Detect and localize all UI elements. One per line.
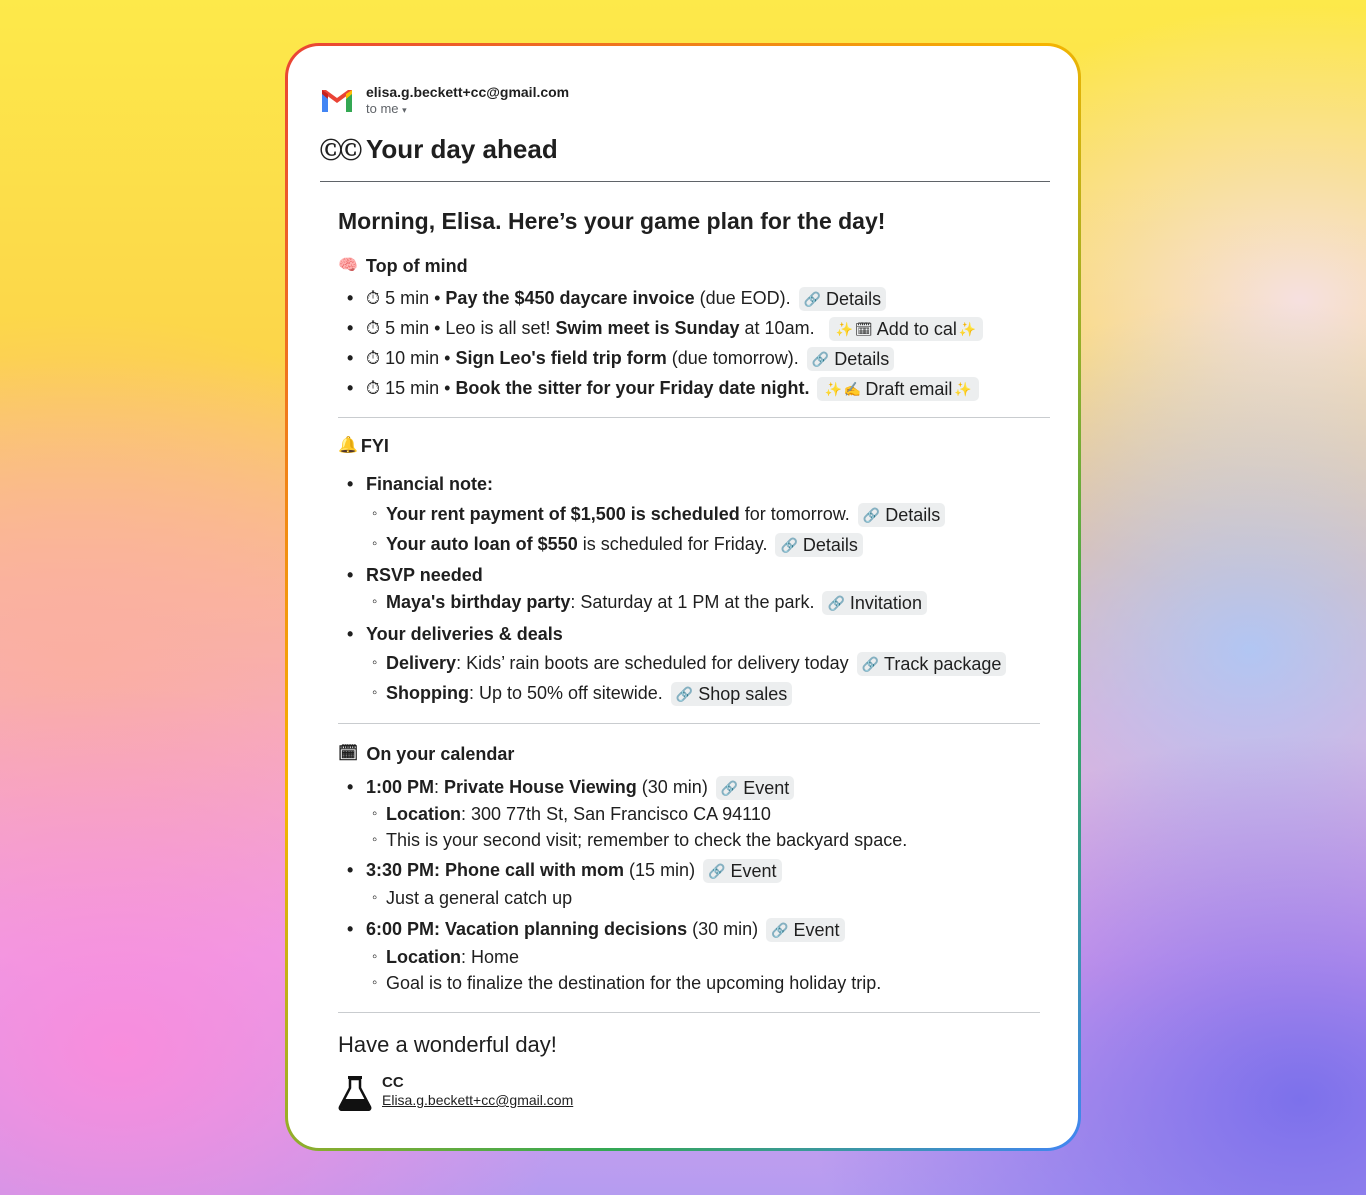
email-card-frame	[285, 43, 1081, 1151]
task-time: 5 min	[385, 288, 430, 308]
track-package-chip[interactable]	[857, 652, 1007, 676]
chip-label: Event	[793, 920, 840, 940]
task-detail: at 10am.	[739, 318, 815, 338]
task-title: Book the sitter for your Friday date night.	[455, 378, 810, 398]
timer-icon: ⏱	[366, 288, 381, 308]
list-item	[338, 971, 1050, 995]
item-title: Your deliveries & deals	[366, 624, 563, 644]
top-of-mind-heading	[338, 254, 1050, 278]
task-time: 10 min	[385, 348, 440, 368]
list-item	[338, 286, 1050, 311]
list-item	[338, 346, 1050, 371]
event-title: 6:00 PM: Vacation planning decisions	[366, 919, 688, 939]
flask-icon	[338, 1075, 372, 1111]
recipient-dropdown[interactable]	[366, 101, 569, 118]
task-detail: (due EOD).	[694, 288, 791, 308]
task-title: Swim meet is Sunday	[555, 318, 740, 338]
chip-label: Event	[743, 778, 790, 798]
item-title: Shopping	[386, 683, 469, 703]
signature	[338, 1075, 1050, 1111]
link-icon: 🔗	[708, 863, 726, 879]
link-icon: 🔗	[827, 595, 845, 611]
task-time: 15 min	[385, 378, 440, 398]
email-subject	[320, 134, 558, 165]
separator: •	[444, 378, 451, 398]
link-icon: 🔗	[675, 686, 694, 702]
item-title: Your rent payment of $1,500 is scheduled	[386, 504, 740, 524]
list-item	[338, 917, 1050, 942]
calendar-heading	[338, 742, 1050, 766]
separator: •	[434, 288, 441, 308]
sender-header	[320, 84, 569, 118]
sender-email[interactable]: elisa.g.beckett+cc@gmail.com	[366, 84, 570, 100]
separator: •	[434, 318, 441, 338]
item-detail: : Up to 50% off sitewide.	[468, 683, 663, 703]
calendar-list	[338, 775, 1050, 995]
details-chip[interactable]	[858, 503, 945, 527]
signoff: Have a wonderful day!	[338, 1032, 557, 1057]
item-title: Delivery	[386, 653, 457, 673]
list-item	[338, 590, 1050, 615]
event-note: This is your second visit; remember to check the backyard space.	[386, 830, 908, 850]
section-title-text: FYI	[360, 436, 389, 456]
draft-email-chip[interactable]	[817, 377, 978, 401]
list-item	[338, 886, 1050, 910]
sparkle-icon: ✨	[958, 321, 977, 337]
item-detail: for tomorrow.	[739, 504, 850, 524]
location-label: Location	[386, 804, 461, 824]
brain-icon: 🧠	[338, 257, 358, 274]
chip-label: Track package	[884, 654, 1002, 674]
list-item	[338, 651, 1050, 676]
header-divider	[320, 181, 1050, 182]
item-title: RSVP needed	[366, 565, 483, 585]
item-detail: : Kids’ rain boots are scheduled for delivery today	[456, 653, 849, 673]
email-body	[338, 206, 1050, 1111]
task-title: Pay the $450 daycare invoice	[445, 288, 695, 308]
link-icon: 🔗	[861, 656, 880, 672]
list-item	[338, 316, 1050, 341]
separator: •	[444, 348, 451, 368]
timer-icon: ⏱	[366, 378, 381, 398]
calendar-icon: 🗓	[855, 321, 873, 337]
event-note: Goal is to finalize the destination for the upcoming holiday trip.	[386, 973, 882, 993]
event-title: 3:30 PM: Phone call with mom	[366, 860, 625, 880]
signature-email-link[interactable]: Elisa.g.beckett+cc@gmail.com	[382, 1092, 574, 1108]
top-of-mind-list	[338, 286, 1050, 401]
chevron-down-icon: ▾	[402, 105, 407, 115]
location-value: : Home	[461, 947, 520, 967]
timer-icon: ⏱	[366, 348, 381, 368]
link-icon: 🔗	[780, 537, 798, 553]
event-duration: (30 min)	[636, 777, 708, 797]
list-item	[338, 502, 1050, 527]
list-item	[338, 828, 1050, 852]
details-chip[interactable]	[775, 533, 862, 557]
event-chip[interactable]	[716, 776, 794, 800]
sparkle-icon: ✨	[954, 381, 972, 397]
section-title-text: On your calendar	[366, 744, 515, 764]
task-detail: Leo is all set!	[440, 318, 556, 338]
event-time: 1:00 PM	[366, 777, 435, 797]
link-icon: 🔗	[771, 922, 789, 938]
chip-label: Details	[885, 505, 941, 525]
list-item	[338, 563, 1050, 587]
link-icon: 🔗	[862, 507, 881, 523]
fyi-list	[338, 472, 1050, 706]
list-item: • 1:00 PM: Private House Viewing (30 min) 🔗 Event	[338, 775, 1050, 800]
item-detail: : Saturday at 1 PM at the park.	[570, 592, 815, 612]
link-icon: 🔗	[811, 351, 830, 367]
section-divider	[338, 1012, 1040, 1013]
event-note: Just a general catch up	[386, 888, 573, 908]
invitation-chip[interactable]	[822, 591, 926, 615]
bell-icon: 🔔	[338, 437, 358, 454]
event-title: Private House Viewing	[444, 777, 637, 797]
item-title: Your auto loan of $550	[386, 534, 578, 554]
task-title: Sign Leo's field trip form	[455, 348, 667, 368]
list-item	[338, 858, 1050, 883]
event-duration: (15 min)	[624, 860, 696, 880]
chip-label: Details	[834, 349, 890, 369]
chip-label: Event	[730, 861, 777, 881]
item-title: Financial note:	[366, 474, 494, 494]
list-item	[338, 802, 1050, 826]
chip-label: Details	[826, 289, 882, 309]
list-item	[338, 622, 1050, 646]
location-label: Location	[386, 947, 461, 967]
fyi-heading	[338, 434, 1050, 458]
shop-sales-chip[interactable]	[671, 682, 793, 706]
chip-label: Add to cal	[876, 319, 957, 339]
section-divider	[338, 417, 1050, 418]
add-to-cal-chip[interactable]	[829, 317, 984, 341]
calendar-icon: 🗓	[338, 745, 359, 762]
event-chip[interactable]	[703, 859, 781, 883]
pen-icon: ✍	[843, 381, 862, 397]
location-value: : 300 77th St, San Francisco CA 94110	[461, 804, 771, 824]
sparkle-icon: ✨	[824, 381, 842, 397]
details-chip[interactable]	[799, 287, 886, 311]
list-item	[338, 945, 1050, 969]
chip-label: Details	[802, 535, 858, 555]
event-chip[interactable]	[766, 918, 844, 942]
link-icon: 🔗	[720, 780, 739, 796]
task-detail: (due tomorrow).	[666, 348, 799, 368]
list-item	[338, 472, 1050, 496]
task-time: 5 min	[385, 318, 430, 338]
section-divider	[338, 723, 1040, 724]
link-icon: 🔗	[803, 291, 822, 307]
chip-label: Draft email	[865, 379, 953, 399]
subject-text: Your day ahead	[366, 134, 558, 164]
event-duration: (30 min)	[687, 919, 759, 939]
details-chip[interactable]	[807, 347, 894, 371]
item-detail: is scheduled for Friday.	[577, 534, 768, 554]
list-item	[338, 376, 1050, 401]
timer-icon: ⏱	[366, 318, 381, 338]
section-title-text: Top of mind	[365, 256, 468, 276]
item-title: Maya's birthday party	[386, 592, 571, 612]
email-card	[288, 46, 1078, 1148]
list-item	[338, 681, 1050, 706]
sparkle-icon: ✨	[835, 321, 854, 337]
cc-logo-icon: ⒸⒸ	[320, 138, 361, 163]
chip-label: Shop sales	[698, 684, 788, 704]
greeting: Morning, Elisa. Here’s your game plan for the day!	[338, 208, 886, 234]
chip-label: Invitation	[849, 593, 922, 613]
recipient-label: to me	[366, 101, 399, 116]
signature-name: CC	[382, 1074, 404, 1091]
gmail-logo-icon	[320, 88, 354, 114]
list-item	[338, 532, 1050, 557]
